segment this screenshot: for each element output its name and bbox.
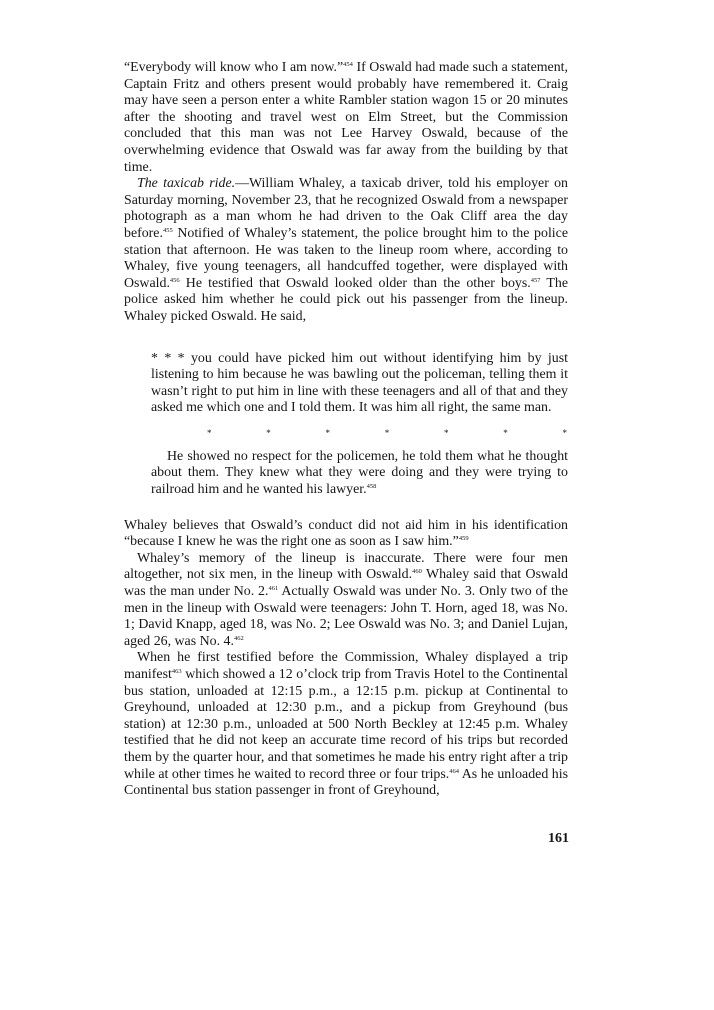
star: * <box>266 427 271 438</box>
footnote-ref: 464 <box>449 767 460 775</box>
footnote-ref: 455 <box>162 226 173 234</box>
footnote-ref: 456 <box>169 276 180 284</box>
footnote-ref: 454 <box>343 61 353 68</box>
footnote-ref: 459 <box>458 535 469 543</box>
star: * <box>444 427 449 438</box>
text-run: Actually Oswald was under No. 3. Only two of the men in the lineup with Oswald were teenagers: John T. Horn, aged 18, was No. 1; David Knapp, aged 18, was No. 2; Lee Oswald was No. 3; and Daniel Lujan, aged 26, was No. 4. <box>124 584 568 649</box>
footnote-ref: 458 <box>366 483 377 491</box>
text-run: He testified that Oswald looked older than the other boys. <box>179 275 531 291</box>
ellipsis-stars <box>207 426 567 440</box>
block-quote <box>151 351 568 499</box>
text-run: —William Whaley, a taxicab driver, told his employer on Saturday morning, November 23, that he recognized Oswald from a newspaper photograph as a man whom he had driven to the Oak Cliff area the day before. <box>124 176 568 241</box>
text-run: which showed a 12 o’clock trip from Travis Hotel to the Continental bus station, unloaded at 12:15 p.m., a 12:15 p.m. pickup at Continental to Greyhound, unloaded at 12:30 p.m., and a pickup from Greyhound (bus station) at 12:30 p.m., unloaded at 500 North Beckley at 12:45 p.m. Whaley testified that he did not keep an accurate time record of his trips but recorded them by the quarter hour, and that sometimes he made his entry right after a trip while at other times he waited to record three or four trips. <box>124 667 568 782</box>
footnote-ref: 461 <box>268 585 279 593</box>
text-run: Whaley’s memory of the lineup is inaccurate. There were four men altogether, not six men, in the lineup with Oswald. <box>124 550 568 583</box>
section-heading: The taxicab ride. <box>137 176 236 192</box>
page-number: 161 <box>548 831 569 846</box>
text-run: Notified of Whaley’s statement, the police brought him to the police station that afternoon. He was taken to the lineup room where, according to Whaley, five young teenagers, all handcuffed together, were displayed with Oswald. <box>124 225 568 291</box>
paragraph-lineup-memory <box>124 551 568 651</box>
quote-paragraph <box>151 449 568 499</box>
text-run: The police asked him whether he could pick out his passenger from the lineup. Whaley picked Oswald. He said, <box>124 275 568 324</box>
text-run: If Oswald had made such a statement, Captain Fritz and others present would probably have remembered it. Craig may have seen a person enter a white Rambler station wagon 15 or 20 minutes after the shooting and travel west on Elm Street, but the Commission concluded that this man was not Lee Harvey Oswald, because of the overwhelming evidence that Oswald was far away from the building by that time. <box>124 60 569 175</box>
quote-paragraph <box>151 351 568 417</box>
text-run: Whaley believes that Oswald’s conduct did not aid him in his identification “because I knew he was the right one as soon as I saw him.” <box>124 517 568 550</box>
text-run: As he unloaded his Continental bus station passenger in front of Greyhound, <box>124 766 568 799</box>
star: * <box>562 427 567 438</box>
footnote-ref: 460 <box>412 568 422 576</box>
star: * <box>384 427 390 438</box>
text-run: When he first testified before the Commission, Whaley displayed a trip manifest <box>124 650 568 682</box>
footnote-ref: 457 <box>530 276 541 284</box>
footnote-ref: 462 <box>233 634 244 642</box>
star: * <box>325 427 330 438</box>
paragraph-trip-manifest <box>124 650 568 799</box>
text-run: Whaley said that Oswald was the man under No. 2. <box>124 567 568 600</box>
text-column <box>124 60 568 800</box>
text-run: He showed no respect for the policemen, he told them what he thought about them. They knew what they were doing and they were trying to railroad him and he wanted his lawyer. <box>151 448 568 498</box>
paragraph-oswald-statement <box>124 60 568 176</box>
star: * <box>207 427 212 438</box>
footnote-ref: 463 <box>171 668 182 675</box>
text-run: “Everybody will know who I am now.” <box>124 60 344 75</box>
paragraph-taxicab-ride <box>124 176 568 325</box>
paragraph-whaley-belief <box>124 518 568 551</box>
star: * <box>503 427 508 438</box>
text-run: * * * you could have picked him out without identifying him by just listening to him because he was bawling out the policeman, telling them it wasn’t right to put him in line with these teenagers and all of that and they asked me which one and I told them. It was him all right, the same man. <box>151 350 568 416</box>
